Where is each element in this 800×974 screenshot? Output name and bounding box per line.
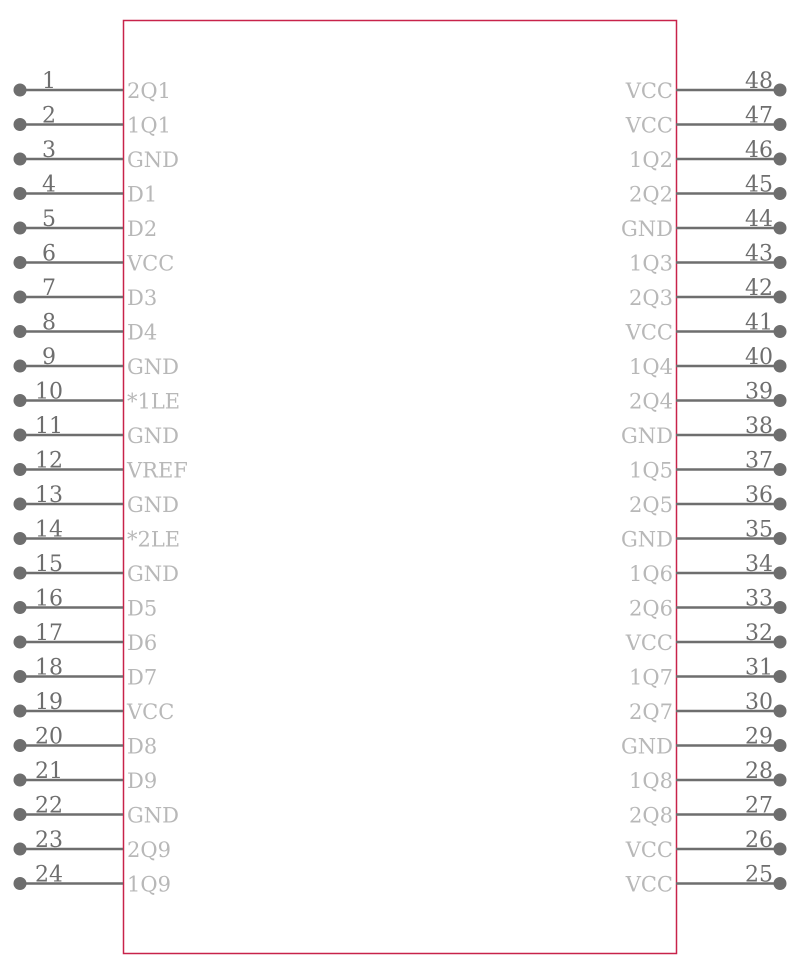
left-pin: [14, 207, 158, 241]
right-pin: [625, 311, 787, 345]
left-pin: [14, 242, 175, 276]
pin-number: 46: [745, 138, 773, 163]
pin-name-label: VCC: [625, 838, 673, 862]
pin-number: 19: [35, 690, 63, 715]
pin-connection-dot: [774, 567, 787, 580]
pin-name-label: VREF: [127, 458, 188, 483]
pin-connection-dot: [14, 739, 27, 752]
pin-connection-dot: [774, 222, 787, 235]
right-pin: [629, 380, 786, 414]
pin-number: 5: [42, 207, 56, 232]
pin-number: 10: [35, 379, 63, 405]
pin-number: 34: [745, 552, 773, 577]
pin-connection-dot: [774, 636, 787, 649]
pin-connection-dot: [14, 118, 27, 131]
right-pin: [629, 276, 786, 310]
pin-number: 25: [745, 862, 773, 888]
pin-number: 33: [745, 586, 773, 612]
pin-number: 24: [35, 862, 63, 888]
right-pin: [629, 587, 786, 621]
pin-connection-dot: [774, 360, 787, 373]
pin-connection-dot: [14, 360, 27, 373]
pin-connection-dot: [774, 843, 787, 856]
pin-number: 37: [745, 448, 773, 474]
pin-connection-dot: [14, 463, 27, 476]
left-pin: [14, 449, 188, 483]
pin-number: 28: [745, 759, 773, 784]
pin-connection-dot: [14, 325, 27, 338]
right-pin: [629, 242, 786, 276]
right-pin: [629, 483, 786, 517]
pin-number: 44: [745, 207, 773, 232]
pin-name-label: VCC: [625, 320, 673, 345]
pin-connection-dot: [774, 325, 787, 338]
pin-connection-dot: [774, 705, 787, 718]
pin-connection-dot: [774, 774, 787, 787]
pin-number: 2: [42, 103, 56, 129]
pin-connection-dot: [774, 877, 787, 890]
pin-number: 8: [42, 310, 56, 336]
pin-name-label: 1Q9: [127, 872, 171, 897]
right-pin: [629, 449, 786, 483]
pin-name-label: VCC: [127, 700, 175, 724]
left-pin: [14, 759, 158, 793]
pin-connection-dot: [774, 187, 787, 200]
pin-name-label: GND: [621, 527, 673, 552]
pin-number: 39: [745, 379, 773, 405]
right-pin: [629, 345, 786, 379]
pin-name-label: VCC: [625, 113, 673, 138]
left-pin: [14, 483, 180, 517]
left-pin: [14, 587, 158, 621]
pin-number: 6: [42, 241, 56, 267]
pin-connection-dot: [774, 670, 787, 683]
pin-connection-dot: [774, 601, 787, 614]
pin-number: 12: [35, 448, 63, 474]
pin-number: 16: [35, 586, 63, 612]
pin-connection-dot: [774, 394, 787, 407]
left-pin: [14, 725, 158, 759]
pin-connection-dot: [14, 256, 27, 269]
pin-number: 3: [42, 138, 56, 163]
pin-name-label: D7: [127, 665, 158, 690]
pin-name-label: 1Q2: [629, 148, 673, 172]
right-pin: [625, 828, 787, 862]
left-pin: [14, 311, 158, 345]
right-pin: [629, 138, 786, 172]
pin-name-label: GND: [127, 562, 179, 586]
pin-connection-dot: [774, 463, 787, 476]
pin-name-label: 1Q6: [629, 562, 673, 586]
pin-connection-dot: [14, 498, 27, 511]
pin-name-label: 2Q4: [629, 389, 673, 414]
pin-name-label: 2Q3: [629, 286, 673, 310]
pin-name-label: 2Q1: [127, 79, 171, 103]
pin-number: 27: [745, 793, 773, 819]
pin-connection-dot: [774, 429, 787, 442]
pin-number: 26: [745, 828, 773, 853]
pin-number: 42: [745, 276, 773, 301]
pin-name-label: *2LE: [127, 527, 181, 552]
pin-number: 47: [745, 103, 773, 129]
pin-number: 4: [42, 172, 56, 198]
pin-number: 38: [745, 414, 773, 439]
left-pin: [14, 863, 171, 897]
left-pin: [14, 345, 180, 379]
pin-name-label: D6: [127, 631, 158, 655]
ic-body-outline: [124, 21, 677, 954]
pin-connection-dot: [14, 877, 27, 890]
left-pin: [14, 276, 158, 310]
right-pin: [625, 863, 787, 897]
left-pin: [14, 828, 171, 862]
left-pin-column: [14, 69, 188, 897]
pin-connection-dot: [14, 532, 27, 545]
right-pin: [621, 518, 787, 552]
pin-connection-dot: [14, 222, 27, 235]
pin-name-label: 2Q7: [629, 700, 673, 724]
pin-number: 18: [35, 655, 63, 681]
pin-number: 22: [35, 793, 63, 819]
right-pin: [629, 173, 786, 207]
pin-name-label: GND: [621, 217, 673, 241]
pin-connection-dot: [14, 705, 27, 718]
pin-number: 14: [35, 517, 63, 543]
pin-name-label: VCC: [127, 251, 175, 276]
pin-name-label: GND: [621, 424, 673, 448]
pin-connection-dot: [774, 118, 787, 131]
pin-name-label: D3: [127, 286, 158, 310]
pin-connection-dot: [774, 808, 787, 821]
pin-name-label: 2Q2: [629, 182, 673, 207]
pin-name-label: GND: [127, 424, 179, 448]
pin-name-label: D4: [127, 320, 158, 345]
pin-number: 21: [35, 759, 63, 784]
pin-name-label: GND: [621, 734, 673, 759]
pin-connection-dot: [774, 291, 787, 304]
right-pin: [625, 69, 787, 103]
pin-number: 20: [35, 724, 63, 750]
left-pin: [14, 414, 180, 448]
pin-name-label: D8: [127, 734, 158, 759]
pin-name-label: D1: [127, 182, 158, 207]
pin-connection-dot: [14, 670, 27, 683]
pin-connection-dot: [14, 187, 27, 200]
right-pin: [621, 414, 787, 448]
pin-number: 30: [745, 690, 773, 715]
pin-name-label: VCC: [625, 79, 673, 103]
left-pin: [14, 69, 171, 103]
left-pin: [14, 104, 171, 138]
pin-connection-dot: [774, 84, 787, 97]
pin-connection-dot: [14, 153, 27, 166]
pin-name-label: 1Q7: [629, 665, 673, 690]
pin-name-label: 1Q1: [127, 113, 171, 138]
right-pin: [629, 794, 786, 828]
right-pin: [629, 656, 786, 690]
pin-connection-dot: [14, 429, 27, 442]
pin-name-label: GND: [127, 355, 179, 379]
pin-connection-dot: [774, 153, 787, 166]
pin-connection-dot: [774, 532, 787, 545]
left-pin: [14, 380, 181, 414]
pin-number: 1: [42, 69, 56, 94]
pin-name-label: 1Q5: [629, 458, 673, 483]
right-pin: [621, 207, 787, 241]
pin-number: 15: [35, 552, 63, 577]
right-pin-column: [621, 69, 787, 897]
right-pin: [625, 104, 787, 138]
pin-name-label: 1Q8: [629, 769, 673, 793]
right-pin: [629, 690, 786, 724]
pin-name-label: 2Q9: [127, 838, 171, 862]
pin-number: 29: [745, 724, 773, 750]
pin-connection-dot: [14, 84, 27, 97]
left-pin: [14, 173, 158, 207]
pin-connection-dot: [14, 291, 27, 304]
pin-name-label: VCC: [625, 872, 673, 897]
left-pin: [14, 518, 181, 552]
pin-name-label: D2: [127, 217, 158, 241]
pin-connection-dot: [14, 394, 27, 407]
pin-number: 36: [745, 483, 773, 508]
right-pin: [621, 725, 787, 759]
left-pin: [14, 656, 158, 690]
pin-name-label: GND: [127, 148, 179, 172]
pin-name-label: GND: [127, 803, 179, 828]
pin-number: 11: [35, 414, 63, 439]
pin-number: 23: [35, 828, 63, 853]
pin-name-label: VCC: [625, 631, 673, 655]
pin-number: 31: [745, 655, 773, 681]
left-pin: [14, 621, 158, 655]
left-pin: [14, 794, 180, 828]
left-pin: [14, 690, 175, 724]
right-pin: [625, 621, 787, 655]
pin-connection-dot: [14, 601, 27, 614]
left-pin: [14, 552, 180, 586]
pin-connection-dot: [774, 739, 787, 752]
pin-number: 7: [42, 276, 56, 301]
pin-connection-dot: [14, 808, 27, 821]
left-pin: [14, 138, 180, 172]
pin-connection-dot: [774, 256, 787, 269]
pin-number: 13: [35, 483, 63, 508]
pin-name-label: 1Q3: [629, 251, 673, 276]
pin-connection-dot: [14, 636, 27, 649]
pin-number: 48: [745, 69, 773, 94]
right-pin: [629, 552, 786, 586]
pin-name-label: 2Q5: [629, 493, 673, 517]
pin-name-label: GND: [127, 493, 179, 517]
pin-number: 35: [745, 517, 773, 543]
pin-name-label: 2Q6: [629, 596, 673, 621]
pin-number: 9: [42, 345, 56, 370]
pin-number: 43: [745, 241, 773, 267]
pin-number: 17: [35, 621, 63, 646]
pin-name-label: D9: [127, 769, 158, 793]
pin-name-label: *1LE: [127, 389, 181, 414]
pin-number: 40: [745, 345, 773, 370]
right-pin: [629, 759, 786, 793]
pin-connection-dot: [14, 567, 27, 580]
pin-connection-dot: [14, 843, 27, 856]
pin-number: 32: [745, 621, 773, 646]
pin-name-label: D5: [127, 596, 158, 621]
pin-number: 45: [745, 172, 773, 198]
pin-number: 41: [745, 310, 773, 336]
pin-name-label: 2Q8: [629, 803, 673, 828]
pin-connection-dot: [774, 498, 787, 511]
pin-name-label: 1Q4: [629, 355, 673, 379]
pin-connection-dot: [14, 774, 27, 787]
